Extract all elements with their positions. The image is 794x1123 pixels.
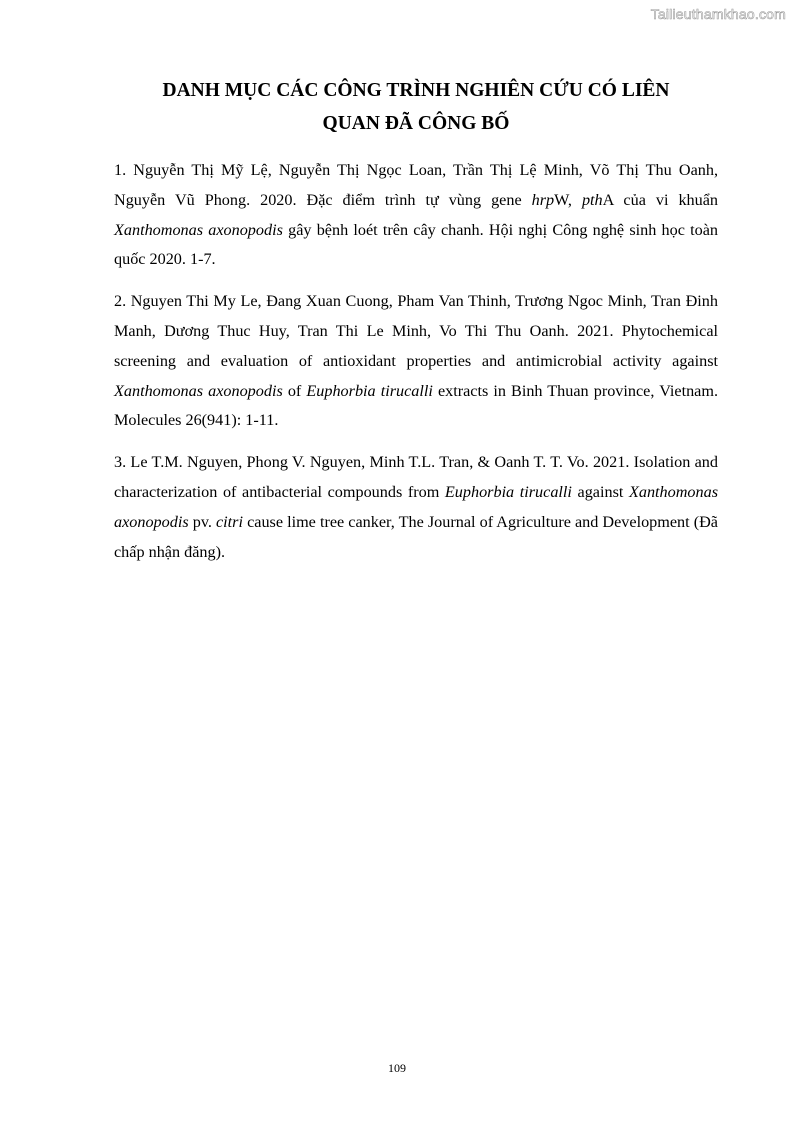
watermark: Tailieuthamkhao.com — [650, 6, 786, 22]
reference-text: pv. — [188, 512, 216, 531]
reference-text: 3. Le T.M. Nguyen, Phong V. Nguyen, Minh T.L. Tran, & Oanh T. T. Vo. 2021. Isolation and characterization of antibacterial compounds from — [114, 453, 718, 501]
reference-text: 1. Nguyễn Thị Mỹ Lệ, Nguyễn Thị Ngọc Loan, Trần Thị Lệ Minh, Võ Thị Thu Oanh, Nguyễn Vũ Phong. 2020. Đặc điểm trình tự vùng gene — [114, 161, 718, 209]
reference-text: W, — [554, 190, 582, 209]
italic-term: pth — [581, 190, 603, 209]
reference-text: 2. Nguyen Thi My Le, Đang Xuan Cuong, Pham Van Thinh, Trương Ngoc Minh, Tran Đinh Manh, Dương Thuc Huy, Tran Thi Le Minh, Vo Thi Thu Oanh. 2021. Phytochemical screening and evaluation of antioxidant properties and antimicrobial activity against — [114, 292, 718, 370]
italic-term: Euphorbia tirucalli — [306, 381, 433, 400]
italic-term: Xanthomonas axonopodis — [114, 381, 283, 400]
italic-term: citri — [216, 512, 243, 531]
italic-term: hrp — [531, 190, 555, 209]
reference-text: gây bệnh loét trên cây chanh. Hội nghị Công nghệ sinh học toàn quốc 2020. 1-7. — [114, 220, 718, 269]
page-title — [114, 74, 718, 140]
italic-term: Xanthomonas axonopodis — [114, 482, 718, 531]
page-number: 109 — [388, 1061, 406, 1075]
reference-text: of — [282, 381, 307, 400]
reference-item-2 — [114, 287, 718, 436]
reference-text: A của vi khuẩn — [602, 190, 718, 209]
title-line-2: QUAN ĐÃ CÔNG BỐ — [322, 113, 510, 134]
reference-text: extracts in Binh Thuan province, Vietnam. Molecules 26(941): 1-11. — [114, 381, 719, 430]
reference-text: cause lime tree canker, The Journal of Agriculture and Development (Đã chấp nhận đăng). — [114, 512, 718, 561]
italic-term: Euphorbia tirucalli — [444, 482, 572, 501]
reference-list — [114, 156, 718, 567]
reference-item-3 — [114, 448, 718, 567]
italic-term: Xanthomonas axonopodis — [114, 220, 283, 239]
title-line-1: DANH MỤC CÁC CÔNG TRÌNH NGHIÊN CỨU CÓ LIÊN — [162, 80, 670, 101]
reference-text: against — [571, 482, 629, 501]
reference-item-1 — [114, 156, 718, 275]
